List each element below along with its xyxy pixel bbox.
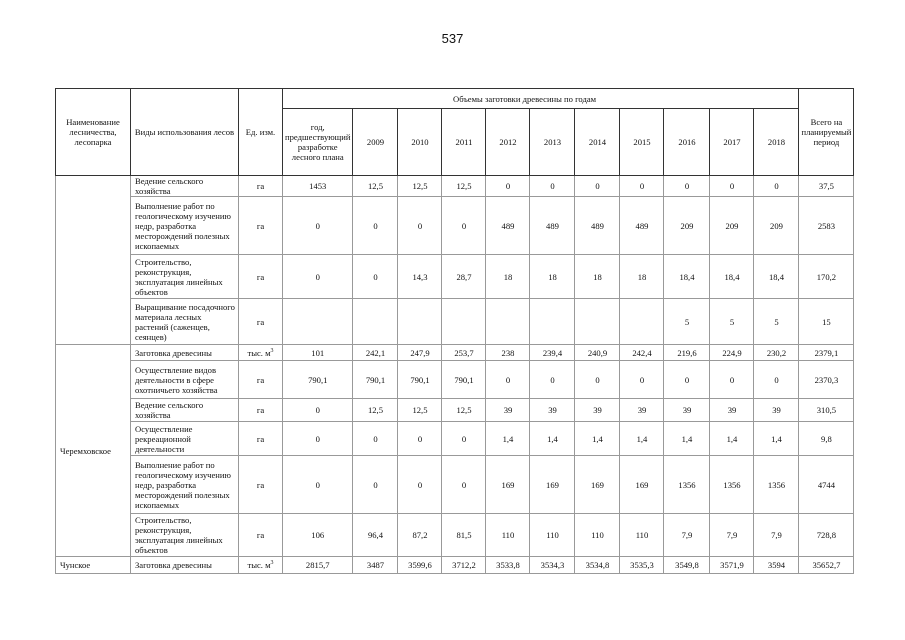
unit-text: га [256,220,265,231]
volume-value: 39 [530,399,575,422]
volume-value: 0 [710,361,754,399]
volume-value [620,299,664,345]
volume-value: 81,5 [442,514,486,557]
volume-value: 28,7 [442,255,486,299]
volume-value: 209 [664,197,710,255]
volume-value [442,299,486,345]
volume-value: 39 [575,399,620,422]
volume-value: 1,4 [575,422,620,456]
volume-value: 5 [710,299,754,345]
unit-text: га [256,530,265,540]
header-year: 2013 [530,109,575,176]
volume-value [530,299,575,345]
volume-value: 0 [620,176,664,197]
total-value: 15 [799,299,854,345]
table-row [56,557,854,574]
volume-value: 219,6 [664,345,710,361]
volume-value: 1,4 [486,422,530,456]
volume-value: 209 [754,197,799,255]
volume-value: 0 [664,361,710,399]
total-value: 310,5 [799,399,854,422]
volume-value: 489 [486,197,530,255]
volume-value: 1356 [754,456,799,514]
volume-value: 1356 [710,456,754,514]
volume-value [575,299,620,345]
volume-value: 101 [283,345,353,361]
volume-value: 489 [575,197,620,255]
volume-value: 0 [283,422,353,456]
unit-text: га [256,271,265,282]
volume-value: 87,2 [398,514,442,557]
unit [239,299,283,345]
unit-text: тыс. м [247,347,271,358]
volume-value: 790,1 [442,361,486,399]
volume-value: 12,5 [442,399,486,422]
table-row [56,399,854,422]
header-year: 2015 [620,109,664,176]
volume-value: 3549,8 [664,557,710,574]
volume-value: 3594 [754,557,799,574]
forestry-name: Чунское [56,557,131,574]
header-year: 2018 [754,109,799,176]
volume-value: 3535,3 [620,557,664,574]
volume-value: 3712,2 [442,557,486,574]
volume-value: 2815,7 [283,557,353,574]
forestry-name [56,176,131,345]
volume-value: 0 [575,176,620,197]
volume-value: 1453 [283,176,353,197]
unit-text: га [256,374,265,385]
unit [239,456,283,514]
unit-text: га [256,479,265,490]
volume-value: 0 [664,176,710,197]
volume-value: 0 [530,176,575,197]
volume-value: 169 [575,456,620,514]
volume-value: 12,5 [353,399,398,422]
volume-value: 0 [486,176,530,197]
use-type: Ведение сельского хозяйства [131,176,239,197]
volume-value: 0 [442,422,486,456]
header-use-type: Виды использования лесов [131,89,239,176]
header-year: 2010 [398,109,442,176]
volume-value: 169 [620,456,664,514]
volume-value: 0 [283,456,353,514]
total-value: 4744 [799,456,854,514]
volume-value: 247,9 [398,345,442,361]
use-type: Осуществление видов деятельности в сфере охотничьего хозяйства [131,361,239,399]
volume-value: 0 [283,399,353,422]
volume-value: 96,4 [353,514,398,557]
volume-value: 12,5 [442,176,486,197]
volume-value: 1,4 [530,422,575,456]
volume-value: 0 [398,422,442,456]
volume-value: 106 [283,514,353,557]
unit [239,255,283,299]
table-row [56,255,854,299]
volume-value [353,299,398,345]
volume-value [398,299,442,345]
volume-value: 14,3 [398,255,442,299]
volume-value: 18 [530,255,575,299]
table-row [56,299,854,345]
volume-value: 0 [283,197,353,255]
unit [239,422,283,456]
table-row [56,361,854,399]
volume-value: 1,4 [664,422,710,456]
volume-value: 0 [754,361,799,399]
volume-value: 242,4 [620,345,664,361]
unit [239,361,283,399]
volume-value: 39 [754,399,799,422]
volume-value: 0 [710,176,754,197]
header-base-year: год, предшествующий разработке лесного плана [283,109,353,176]
volume-value: 169 [530,456,575,514]
volume-value: 169 [486,456,530,514]
volume-value: 790,1 [283,361,353,399]
volume-value: 790,1 [398,361,442,399]
total-value: 170,2 [799,255,854,299]
volume-value: 0 [575,361,620,399]
volume-value: 3533,8 [486,557,530,574]
header-year: 2011 [442,109,486,176]
volume-value: 3599,6 [398,557,442,574]
volume-value: 0 [353,456,398,514]
volume-value: 209 [710,197,754,255]
use-type: Выращивание посадочного материала лесных растений (саженцев, сеянцев) [131,299,239,345]
use-type: Строительство, реконструкция, эксплуатация линейных объектов [131,514,239,557]
volume-value: 0 [353,422,398,456]
forestry-name: Черемховское [56,345,131,557]
volume-value: 1,4 [754,422,799,456]
total-value: 35652,7 [799,557,854,574]
volume-value: 18 [575,255,620,299]
volume-value [283,299,353,345]
timber-harvest-table [55,88,854,574]
header-year: 2016 [664,109,710,176]
total-value: 37,5 [799,176,854,197]
volume-value: 0 [398,197,442,255]
volume-value: 240,9 [575,345,620,361]
unit-text: га [256,433,265,444]
total-value: 2370,3 [799,361,854,399]
unit [239,197,283,255]
volume-value: 110 [486,514,530,557]
volume-value: 18 [620,255,664,299]
unit-text: га [256,181,265,191]
volume-value: 489 [620,197,664,255]
header-forestry: Наименование лесничества, лесопарка [56,89,131,176]
volume-value: 3571,9 [710,557,754,574]
volume-value: 242,1 [353,345,398,361]
header-year: 2012 [486,109,530,176]
header-year: 2014 [575,109,620,176]
volume-value: 18,4 [754,255,799,299]
table-row [56,422,854,456]
volume-value: 5 [754,299,799,345]
volume-value: 790,1 [353,361,398,399]
volume-value: 253,7 [442,345,486,361]
volume-value: 18,4 [664,255,710,299]
use-type: Ведение сельского хозяйства [131,399,239,422]
volume-value: 238 [486,345,530,361]
volume-value: 12,5 [353,176,398,197]
header-volumes-group: Объемы заготовки древесины по годам [283,89,799,109]
total-value: 728,8 [799,514,854,557]
volume-value: 224,9 [710,345,754,361]
unit [239,557,283,574]
volume-value: 0 [530,361,575,399]
volume-value: 7,9 [754,514,799,557]
table-row [56,456,854,514]
volume-value: 7,9 [710,514,754,557]
table-row [56,197,854,255]
volume-value: 489 [530,197,575,255]
unit-text: га [256,316,265,327]
unit-text: га [256,405,265,415]
volume-value: 39 [664,399,710,422]
unit [239,176,283,197]
unit [239,399,283,422]
volume-value: 0 [442,197,486,255]
volume-value: 0 [486,361,530,399]
volume-value: 7,9 [664,514,710,557]
total-value: 2583 [799,197,854,255]
volume-value: 12,5 [398,176,442,197]
volume-value: 0 [442,456,486,514]
volume-value: 18 [486,255,530,299]
use-type: Осуществление рекреационной деятельности [131,422,239,456]
table-row [56,345,854,361]
unit [239,514,283,557]
volume-value: 1,4 [710,422,754,456]
volume-value: 5 [664,299,710,345]
volume-value: 110 [620,514,664,557]
header-unit: Ед. изм. [239,89,283,176]
volume-value: 3487 [353,557,398,574]
volume-value: 0 [398,456,442,514]
use-type: Выполнение работ по геологическому изучению недр, разработка месторождений полезных ископаемых [131,197,239,255]
unit [239,345,283,361]
unit-text: тыс. м [247,560,271,570]
use-type: Заготовка древесины [131,345,239,361]
unit-superscript: 3 [270,347,274,354]
volume-value: 3534,8 [575,557,620,574]
volume-value: 39 [620,399,664,422]
volume-value: 0 [620,361,664,399]
total-value: 9,8 [799,422,854,456]
volume-value: 39 [710,399,754,422]
header-year: 2009 [353,109,398,176]
table-row [56,514,854,557]
volume-value [486,299,530,345]
volume-value: 3534,3 [530,557,575,574]
volume-value: 12,5 [398,399,442,422]
use-type: Заготовка древесины [131,557,239,574]
use-type: Строительство, реконструкция, эксплуатация линейных объектов [131,255,239,299]
header-total: Всего на планируемый период [799,89,854,176]
header-year: 2017 [710,109,754,176]
volume-value: 0 [754,176,799,197]
volume-value: 110 [575,514,620,557]
volume-value: 0 [353,197,398,255]
unit-superscript: 3 [270,560,274,567]
volume-value: 110 [530,514,575,557]
volume-value: 239,4 [530,345,575,361]
volume-value: 18,4 [710,255,754,299]
use-type: Выполнение работ по геологическому изучению недр, разработка месторождений полезных ископаемых [131,456,239,514]
page-number: 537 [441,31,464,46]
volume-value: 0 [353,255,398,299]
volume-value: 1,4 [620,422,664,456]
total-value: 2379,1 [799,345,854,361]
volume-value: 0 [283,255,353,299]
volume-value: 39 [486,399,530,422]
volume-value: 1356 [664,456,710,514]
table-row [56,176,854,197]
volume-value: 230,2 [754,345,799,361]
